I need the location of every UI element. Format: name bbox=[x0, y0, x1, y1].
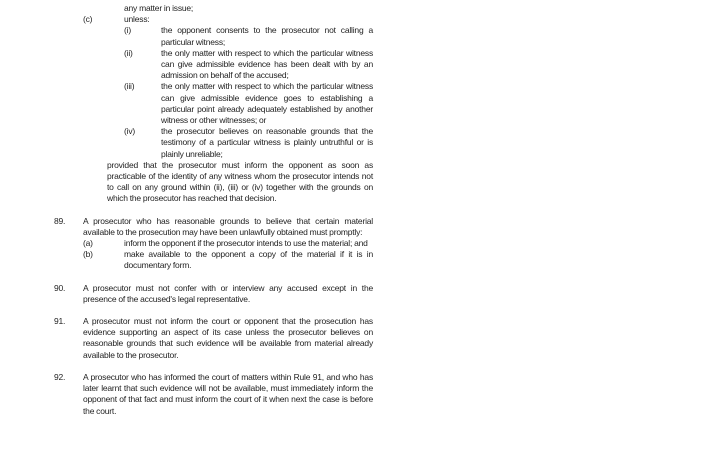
roman-item-i bbox=[124, 25, 373, 47]
proviso-text: provided that the prosecutor must inform the opponent as soon as practicable of the identity of any witness whom the prosecutor intends not to call on any ground within (ii), (iii) or (iv) together with the grounds on which the prosecutor has reached that decision. bbox=[107, 159, 373, 204]
roman-label: (iii) bbox=[124, 81, 135, 92]
subitem-body bbox=[124, 14, 373, 160]
subitem-label: (b) bbox=[83, 249, 93, 260]
rule-number: 91. bbox=[54, 316, 66, 327]
subitem-text: inform the opponent if the prosecutor intends to use the material; and bbox=[124, 238, 368, 249]
list-item-b bbox=[83, 249, 373, 271]
rule-text: A prosecutor who has reasonable grounds to believe that certain material available to the prosecution may have been unlawfully obtained must promptly: bbox=[83, 215, 373, 237]
rule-92-block bbox=[54, 372, 373, 417]
roman-text: the opponent consents to the prosecutor not calling a particular witness; bbox=[161, 25, 373, 47]
roman-text: the only matter with respect to which the particular witness can give admissible evidence has been dealt with by an admission on behalf of the accused; bbox=[161, 47, 373, 81]
rule-number-column-empty bbox=[54, 3, 83, 205]
rule-91-block bbox=[54, 316, 373, 361]
roman-text: the only matter with respect to which the particular witness can give admissible evidence goes to establishing a particular point already adequately established by another witness or other witnesses; or bbox=[161, 81, 373, 126]
rule-text: A prosecutor must not inform the court or opponent that the prosecution has evidence supporting an aspect of its case unless the prosecutor believes on reasonable grounds that such evidence will be available from material already available to the prosecutor. bbox=[83, 316, 373, 360]
subitem-intro-text: unless: bbox=[124, 14, 150, 25]
rules-document bbox=[54, 3, 373, 417]
roman-item-iii bbox=[124, 81, 373, 126]
roman-text: the prosecutor believes on reasonable grounds that the testimony of a particular witness is plainly untruthful or is plainly unreliable; bbox=[161, 126, 373, 159]
rule-number: 90. bbox=[54, 282, 66, 293]
rule-body bbox=[83, 216, 373, 272]
roman-label: (i) bbox=[124, 25, 131, 36]
rule-continuation-block bbox=[54, 3, 373, 205]
rule-number: 92. bbox=[54, 371, 66, 382]
roman-item-ii bbox=[124, 48, 373, 82]
continuation-text: any matter in issue; bbox=[124, 3, 194, 13]
list-item-c bbox=[83, 14, 373, 160]
rule-text: A prosecutor who has informed the court of matters within Rule 91, and who has later learnt that such evidence will not be available, must immediately inform the opponent of that fact and must inform the court of it when next the case is before the court. bbox=[83, 371, 373, 416]
rule-number: 89. bbox=[54, 215, 66, 226]
subitem-label: (a) bbox=[83, 238, 93, 249]
rule-text: A prosecutor must not confer with or interview any accused except in the presence of the accused's legal representative. bbox=[83, 282, 373, 304]
roman-label: (iv) bbox=[124, 126, 135, 137]
list-item-a bbox=[83, 238, 373, 249]
subitem-label: (c) bbox=[83, 14, 93, 25]
roman-item-iv bbox=[124, 126, 373, 160]
rule-90-block bbox=[54, 283, 373, 305]
rule-89-block bbox=[54, 216, 373, 272]
subitem-text: make available to the opponent a copy of the material if it is in documentary form. bbox=[124, 249, 373, 271]
roman-label: (ii) bbox=[124, 47, 133, 58]
rule-continuation-body bbox=[83, 3, 373, 205]
